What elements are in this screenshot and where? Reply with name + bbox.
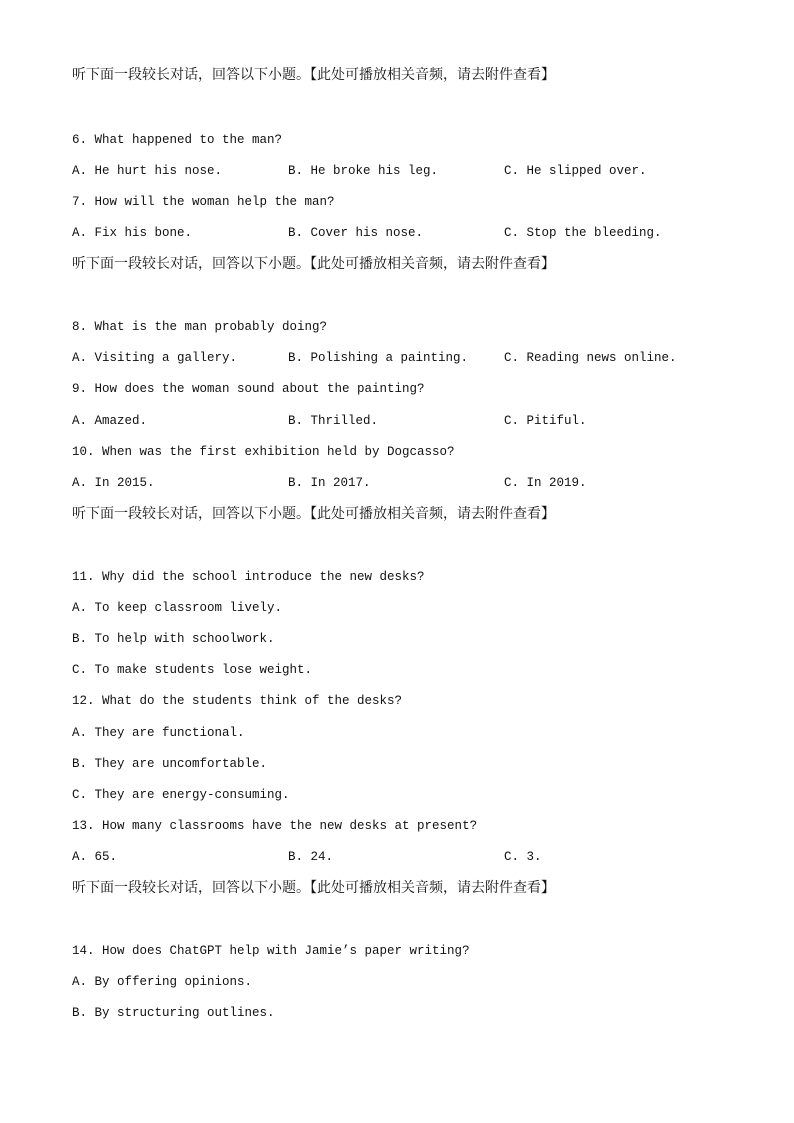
q10-option-a: A. In 2015. — [72, 476, 155, 490]
question-13: 13. How many classrooms have the new desks at present? — [72, 819, 478, 833]
q8-option-a: A. Visiting a gallery. — [72, 351, 238, 365]
section-instruction: 听下面一段较长对话，回答以下小题。【此处可播放相关音频，请去附件查看】 — [72, 67, 555, 83]
q13-option-b: B. 24. — [288, 850, 334, 864]
question-6: 6. What happened to the man? — [72, 133, 283, 147]
q10-option-b: B. In 2017. — [288, 476, 371, 490]
q11-option-b: B. To help with schoolwork. — [72, 632, 275, 646]
q13-option-a: A. 65. — [72, 850, 118, 864]
question-12: 12. What do the students think of the desks? — [72, 694, 403, 708]
question-11: 11. Why did the school introduce the new desks? — [72, 570, 425, 584]
q13-option-c: C. 3. — [504, 850, 542, 864]
q11-option-a: A. To keep classroom lively. — [72, 601, 283, 615]
q9-option-a: A. Amazed. — [72, 414, 148, 428]
q6-option-c: C. He slipped over. — [504, 164, 647, 178]
q7-option-c: C. Stop the bleeding. — [504, 226, 662, 240]
q8-option-b: B. Polishing a painting. — [288, 351, 469, 365]
q12-option-c: C. They are energy-consuming. — [72, 788, 290, 802]
section-instruction: 听下面一段较长对话，回答以下小题。【此处可播放相关音频，请去附件查看】 — [72, 880, 555, 896]
q6-option-a: A. He hurt his nose. — [72, 164, 223, 178]
question-9: 9. How does the woman sound about the painting? — [72, 382, 425, 396]
q8-option-c: C. Reading news online. — [504, 351, 677, 365]
q14-option-b: B. By structuring outlines. — [72, 1006, 275, 1020]
q11-option-c: C. To make students lose weight. — [72, 663, 313, 677]
question-8: 8. What is the man probably doing? — [72, 320, 328, 334]
q9-option-c: C. Pitiful. — [504, 414, 587, 428]
q10-option-c: C. In 2019. — [504, 476, 587, 490]
q7-option-b: B. Cover his nose. — [288, 226, 424, 240]
q14-option-a: A. By offering opinions. — [72, 975, 253, 989]
section-instruction: 听下面一段较长对话，回答以下小题。【此处可播放相关音频，请去附件查看】 — [72, 506, 555, 522]
question-10: 10. When was the first exhibition held by Dogcasso? — [72, 445, 455, 459]
q6-option-b: B. He broke his leg. — [288, 164, 439, 178]
question-14: 14. How does ChatGPT help with Jamie’s paper writing? — [72, 944, 470, 958]
q9-option-b: B. Thrilled. — [288, 414, 379, 428]
question-7: 7. How will the woman help the man? — [72, 195, 335, 209]
section-instruction: 听下面一段较长对话，回答以下小题。【此处可播放相关音频，请去附件查看】 — [72, 256, 555, 272]
q12-option-a: A. They are functional. — [72, 726, 245, 740]
q7-option-a: A. Fix his bone. — [72, 226, 193, 240]
q12-option-b: B. They are uncomfortable. — [72, 757, 268, 771]
